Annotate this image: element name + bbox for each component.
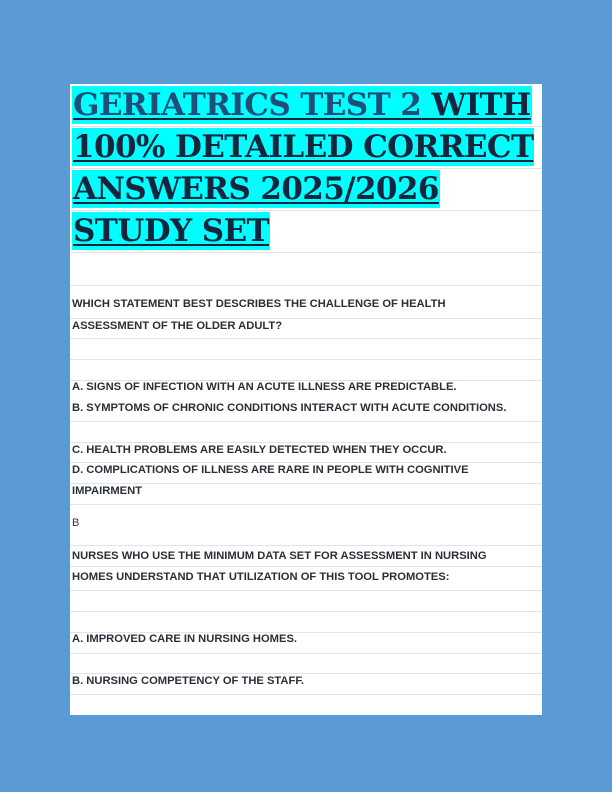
title-lead: GERIATRICS TEST 2 — [73, 87, 422, 123]
rule — [70, 611, 542, 612]
rule — [70, 168, 542, 169]
document-page — [70, 84, 542, 715]
question-2-option-b: B. NURSING COMPETENCY OF THE STAFF. — [72, 675, 305, 687]
document-title-line-4: STUDY SET — [73, 213, 269, 249]
title-rest: WITH — [431, 87, 531, 123]
question-1-line-2: ASSESSMENT OF THE OLDER ADULT? — [72, 320, 283, 332]
rule — [70, 653, 542, 654]
question-1-answer: B — [72, 517, 80, 529]
rule — [70, 566, 542, 567]
question-2-line-2: HOMES UNDERSTAND THAT UTILIZATION OF THIS TOOL PROMOTES: — [72, 571, 450, 583]
document-title-line-3: ANSWERS 2025/2026 — [73, 171, 439, 207]
question-2-line-1: NURSES WHO USE THE MINIMUM DATA SET FOR ASSESSMENT IN NURSING — [72, 550, 487, 562]
rule — [70, 590, 542, 591]
question-1-option-d-line-2: IMPAIRMENT — [72, 485, 143, 497]
question-1-option-d-line-1: D. COMPLICATIONS OF ILLNESS ARE RARE IN PEOPLE WITH COGNITIVE — [72, 464, 469, 476]
rule — [70, 545, 542, 546]
rule — [70, 359, 542, 360]
document-title-line-1 — [72, 86, 532, 124]
rule — [70, 694, 542, 695]
rule — [70, 126, 542, 127]
rule — [70, 338, 542, 339]
rule — [70, 210, 542, 211]
rule — [70, 252, 542, 253]
question-1-option-b: B. SYMPTOMS OF CHRONIC CONDITIONS INTERACT WITH ACUTE CONDITIONS. — [72, 402, 507, 414]
rule — [70, 504, 542, 505]
rule — [70, 421, 542, 422]
question-2-option-a: A. IMPROVED CARE IN NURSING HOMES. — [72, 633, 298, 645]
rule — [70, 285, 542, 286]
question-1-option-c: C. HEALTH PROBLEMS ARE EASILY DETECTED WHEN THEY OCCUR. — [72, 444, 447, 456]
question-1-line-1: WHICH STATEMENT BEST DESCRIBES THE CHALLENGE OF HEALTH — [72, 298, 446, 310]
document-title-line-2: 100% DETAILED CORRECT — [73, 129, 534, 165]
question-1-option-a: A. SIGNS OF INFECTION WITH AN ACUTE ILLNESS ARE PREDICTABLE. — [72, 381, 457, 393]
